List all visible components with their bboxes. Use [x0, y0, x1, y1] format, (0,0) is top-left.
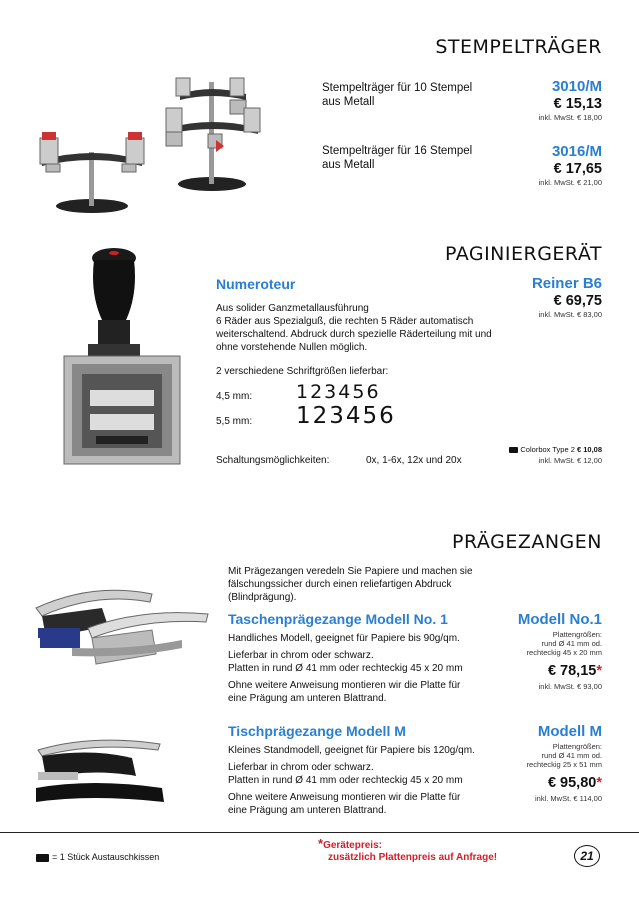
vat-3016m: inkl. MwSt. € 21,00 [538, 178, 602, 187]
taschenpraegezange-description: Handliches Modell, geeignet für Papiere bis 90g/qm. Lieferbar in chrom oder schwarz. Platten in rund Ø 41 mm oder rechteckig 45 x 20 mm Ohne weitere Anweisung montieren wir die Platte für eine Prägung am unteren Blattrand. [228, 633, 463, 704]
product-tischpraegezange: Tischprägezange Modell M [228, 723, 406, 739]
size-label-45: 4,5 mm: [216, 391, 253, 402]
model-no1: Modell No.1 [517, 611, 602, 628]
section-title-paginiergeraet: PAGINIERGERÄT [444, 243, 602, 265]
holder-10-description: Stempelträger für 10 Stempel aus Metall [322, 82, 473, 108]
colorbox-line: Colorbox Type 2 € 10,08 [509, 445, 602, 454]
stamp-holder-16-image [160, 72, 266, 196]
product-numeroteur: Numeroteur [216, 276, 296, 292]
vat-m: inkl. MwSt. € 114,00 [535, 794, 602, 803]
price-3010m: € 15,13 [553, 96, 602, 112]
pad-icon [509, 447, 518, 453]
footer-legend: = 1 Stück Austauschkissen [36, 852, 159, 862]
praegezangen-intro: Mit Prägezangen veredeln Sie Papiere und machen sie fälschungssicher durch einen reliefartigen Abdruck (Blindprägung). [228, 566, 473, 603]
sample-digits-45: 123456 [296, 381, 381, 403]
font-sizes-intro: 2 verschiedene Schriftgrößen lieferbar: [216, 366, 389, 377]
price-reiner-b6: € 69,75 [553, 293, 602, 309]
holder-16-description: Stempelträger für 16 Stempel aus Metall [322, 145, 473, 171]
model-3016m: 3016/M [551, 143, 602, 160]
tischpraegezange-description: Kleines Standmodell, geeignet für Papiere bis 120g/qm. Lieferbar in chrom oder schwarz. Platten in rund Ø 41 mm oder rechteckig 45 x 20 mm Ohne weitere Anweisung montieren wir die Platte für eine Prägung am unteren Blattrand. [228, 745, 475, 816]
size-label-55: 5,5 mm: [216, 416, 253, 427]
stamp-holder-10-image [36, 118, 148, 218]
plate-sizes-no1: Plattengrößen: rund Ø 41 mm od. rechteckig 45 x 20 mm [526, 630, 602, 657]
model-reiner-b6: Reiner B6 [531, 275, 602, 292]
price-m: € 95,80* [547, 775, 602, 791]
footer-price-note: *Gerätepreis: zusätzlich Plattenpreis auf Anfrage! [318, 836, 498, 863]
price-3016m: € 17,65 [553, 161, 602, 177]
model-m: Modell M [537, 723, 602, 740]
page-number: 21 [574, 845, 600, 867]
plate-sizes-m: Plattengrößen: rund Ø 41 mm od. rechteckig 25 x 51 mm [526, 742, 602, 769]
numeroteur-description: Aus solider Ganzmetallausführung 6 Räder aus Spezialguß, die rechten 5 Räder automatisch weiterschaltend. Abdruck durch spezielle Räderteilung mit und ohne vorstehende Nullen möglich. [216, 303, 492, 353]
pocket-embosser-image [32, 578, 212, 670]
desk-embosser-image [32, 728, 168, 808]
switch-label: Schaltungsmöglichkeiten: [216, 455, 330, 466]
section-title-praegezangen: PRÄGEZANGEN [452, 531, 602, 553]
vat-reiner-b6: inkl. MwSt. € 83,00 [538, 310, 602, 319]
switch-values: 0x, 1-6x, 12x und 20x [366, 455, 462, 466]
footer-divider [0, 832, 639, 833]
vat-no1: inkl. MwSt. € 93,00 [538, 682, 602, 691]
pad-icon [36, 854, 49, 862]
price-no1: € 78,15* [547, 663, 602, 679]
product-taschenpraegezange: Taschenprägezange Modell No. 1 [228, 611, 448, 627]
model-3010m: 3010/M [551, 78, 602, 95]
section-title-stempeltraeger: STEMPELTRÄGER [435, 36, 602, 58]
colorbox-vat: inkl. MwSt. € 12,00 [538, 456, 602, 465]
numbering-machine-image [56, 244, 188, 470]
vat-3010m: inkl. MwSt. € 18,00 [538, 113, 602, 122]
sample-digits-55: 123456 [296, 403, 396, 429]
